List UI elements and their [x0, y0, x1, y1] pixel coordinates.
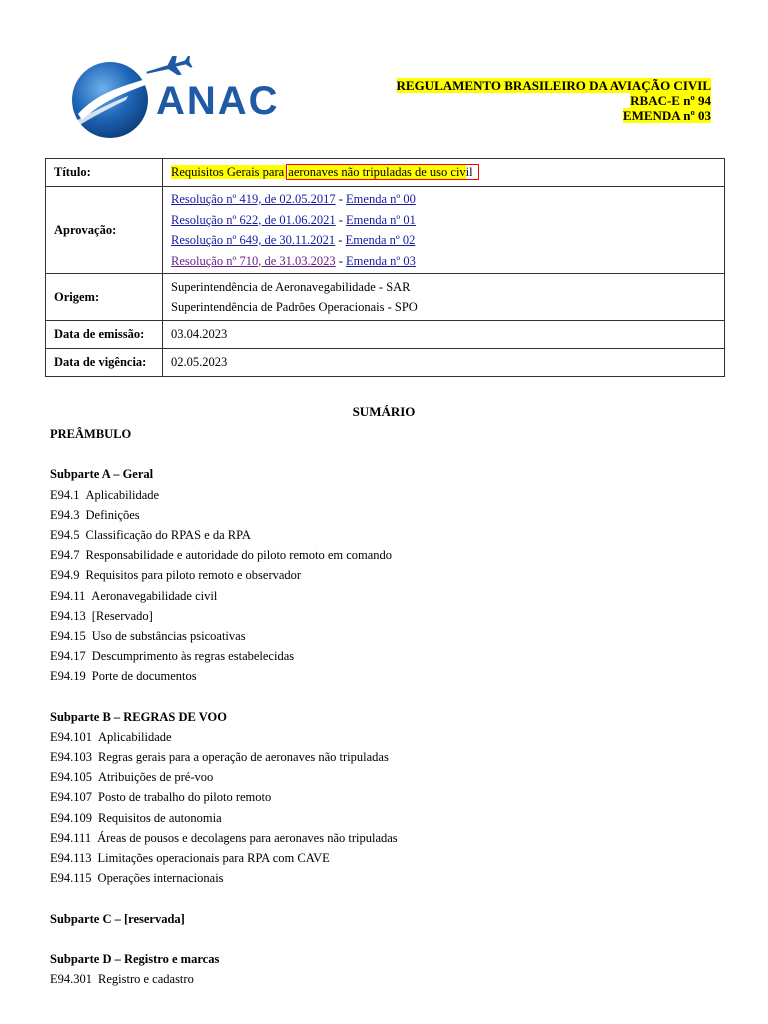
toc-item-text: Atribuições de pré-voo — [98, 770, 214, 785]
toc-item-code: E94.111 — [50, 830, 92, 845]
toc-item[interactable] — [50, 646, 730, 666]
toc-item-code: E94.19 — [50, 669, 86, 684]
row-emissao — [46, 321, 725, 349]
row-titulo — [46, 159, 725, 187]
toc-item[interactable] — [50, 848, 730, 868]
toc-item-code: E94.109 — [50, 810, 93, 825]
toc-item-text: Classificação do RPAS e da RPA — [85, 527, 251, 542]
toc-item-code: E94.1 — [50, 487, 80, 502]
toc-item-code: E94.13 — [50, 608, 86, 623]
toc-item[interactable] — [50, 868, 730, 888]
toc-item[interactable] — [50, 666, 730, 686]
toc-item-text: Descumprimento às regras estabelecidas — [91, 649, 295, 664]
toc-item-text: Regras gerais para a operação de aeronaves não tripuladas — [98, 750, 389, 764]
toc-item-code: E94.113 — [50, 850, 92, 865]
toc-item-code: E94.7 — [50, 548, 80, 563]
resolucao-link[interactable]: Resolução nº 649, de 30.11.2021 — [171, 233, 336, 247]
emenda-link[interactable]: Emenda nº 03 — [346, 253, 416, 268]
emenda-link[interactable]: Emenda nº 00 — [346, 192, 416, 206]
toc-item[interactable] — [50, 505, 730, 525]
toc-title: SUMÁRIO — [352, 404, 416, 419]
toc-item[interactable] — [50, 565, 730, 585]
toc-item[interactable] — [50, 747, 730, 767]
toc-item-code: E94.5 — [50, 527, 80, 542]
titulo-value: Requisitos Gerais para aeronaves não tripuladas de uso civil — [163, 159, 725, 187]
toc-subparte-heading[interactable]: Subparte C – [reservada] — [50, 911, 185, 926]
toc-item[interactable] — [50, 787, 730, 807]
aprovacao-line: Resolução nº 419, de 02.05.2017 - Emenda nº 00 — [171, 192, 416, 206]
toc-item-text: [Reservado] — [91, 608, 153, 623]
emenda-link[interactable]: Emenda nº 02 — [345, 233, 416, 247]
header-rbac-number: RBAC-E nº 94 — [630, 93, 711, 108]
toc-item-code: E94.301 — [50, 972, 93, 987]
toc-item-code: E94.9 — [50, 568, 80, 583]
resolucao-link[interactable]: Resolução nº 622, de 01.06.2021 — [171, 212, 336, 227]
toc-item-code: E94.15 — [50, 628, 86, 643]
toc-item-text: Definições — [85, 507, 140, 522]
toc-item-code: E94.107 — [50, 790, 93, 805]
toc-item-text: Responsabilidade e autoridade do piloto remoto em comando — [85, 548, 393, 563]
toc-item-text: Uso de substâncias psicoativas — [91, 628, 246, 643]
toc-item[interactable] — [50, 767, 730, 787]
toc-subparte-heading[interactable]: Subparte D – Registro e marcas — [50, 951, 220, 966]
emissao-value: 03.04.2023 — [163, 321, 725, 349]
toc-item[interactable] — [50, 828, 730, 848]
toc-item[interactable] — [50, 525, 730, 545]
aprovacao-line: Resolução nº 622, de 01.06.2021 - Emenda nº 01 — [171, 212, 416, 227]
toc-item-text: Porte de documentos — [91, 669, 197, 684]
toc-item[interactable] — [50, 808, 730, 828]
toc-item-text: Aeronavegabilidade civil — [91, 588, 218, 603]
vigencia-label: Data de vigência: — [46, 349, 163, 377]
origem-line: Superintendência de Aeronavegabilidade - SAR — [171, 279, 411, 294]
emissao-label: Data de emissão: — [46, 321, 163, 349]
titulo-label: Título: — [46, 159, 163, 187]
toc-item-text: Requisitos para piloto remoto e observador — [85, 568, 302, 583]
toc-item-text: Limitações operacionais para RPA com CAVE — [97, 850, 330, 865]
header-regulation-title: REGULAMENTO BRASILEIRO DA AVIAÇÃO CIVIL — [396, 78, 711, 93]
toc-item-text: Posto de trabalho do piloto remoto — [98, 790, 272, 805]
toc-item-code: E94.3 — [50, 507, 80, 522]
header-emenda: EMENDA nº 03 — [622, 108, 711, 123]
row-origem — [46, 274, 725, 321]
emenda-link[interactable]: Emenda nº 01 — [346, 212, 416, 227]
toc-item-text: Registro e cadastro — [98, 972, 194, 987]
origem-label: Origem: — [46, 274, 163, 321]
resolucao-link[interactable]: Resolução nº 710, de 31.03.2023 — [171, 253, 336, 268]
aprovacao-line: Resolução nº 649, de 30.11.2021 - Emenda nº 02 — [171, 233, 416, 247]
logo-text: ANAC — [156, 79, 280, 123]
table-of-contents — [50, 424, 730, 989]
toc-item[interactable] — [50, 485, 730, 505]
titulo-selection-box: aeronaves não tripuladas de uso civil — [287, 165, 477, 179]
document-info-table — [45, 158, 725, 377]
toc-item[interactable] — [50, 586, 730, 606]
toc-item-text: Requisitos de autonomia — [98, 810, 222, 825]
toc-item[interactable] — [50, 606, 730, 626]
toc-item-code: E94.17 — [50, 649, 86, 664]
vigencia-value: 02.05.2023 — [163, 349, 725, 377]
toc-item-code: E94.105 — [50, 770, 93, 785]
toc-item[interactable] — [50, 626, 730, 646]
origem-value — [163, 274, 725, 321]
toc-item-text: Áreas de pousos e decolagens para aeronaves não tripuladas — [97, 830, 398, 845]
toc-item[interactable] — [50, 969, 730, 989]
anac-logo — [68, 56, 308, 140]
toc-item-code: E94.11 — [50, 588, 86, 603]
toc-item-code: E94.101 — [50, 729, 93, 744]
row-vigencia — [46, 349, 725, 377]
toc-preambulo[interactable]: PREÂMBULO — [50, 427, 132, 441]
toc-item-text: Aplicabilidade — [98, 729, 172, 744]
toc-item[interactable] — [50, 727, 730, 747]
toc-item[interactable] — [50, 545, 730, 565]
toc-subparte-heading[interactable]: Subparte B – REGRAS DE VOO — [50, 709, 227, 724]
toc-item-code: E94.103 — [50, 750, 93, 764]
row-aprovacao — [46, 187, 725, 274]
aprovacao-line: Resolução nº 710, de 31.03.2023 - Emenda nº 03 — [171, 253, 416, 268]
resolucao-link[interactable]: Resolução nº 419, de 02.05.2017 — [171, 192, 336, 206]
origem-line: Superintendência de Padrões Operacionais - SPO — [171, 300, 418, 314]
toc-item-text: Operações internacionais — [97, 871, 224, 886]
aprovacao-list — [163, 187, 725, 274]
toc-subparte-heading[interactable]: Subparte A – Geral — [50, 467, 154, 482]
toc-item-code: E94.115 — [50, 871, 92, 886]
document-header — [397, 78, 711, 123]
aprovacao-label: Aprovação: — [46, 187, 163, 274]
toc-item-text: Aplicabilidade — [85, 487, 160, 502]
